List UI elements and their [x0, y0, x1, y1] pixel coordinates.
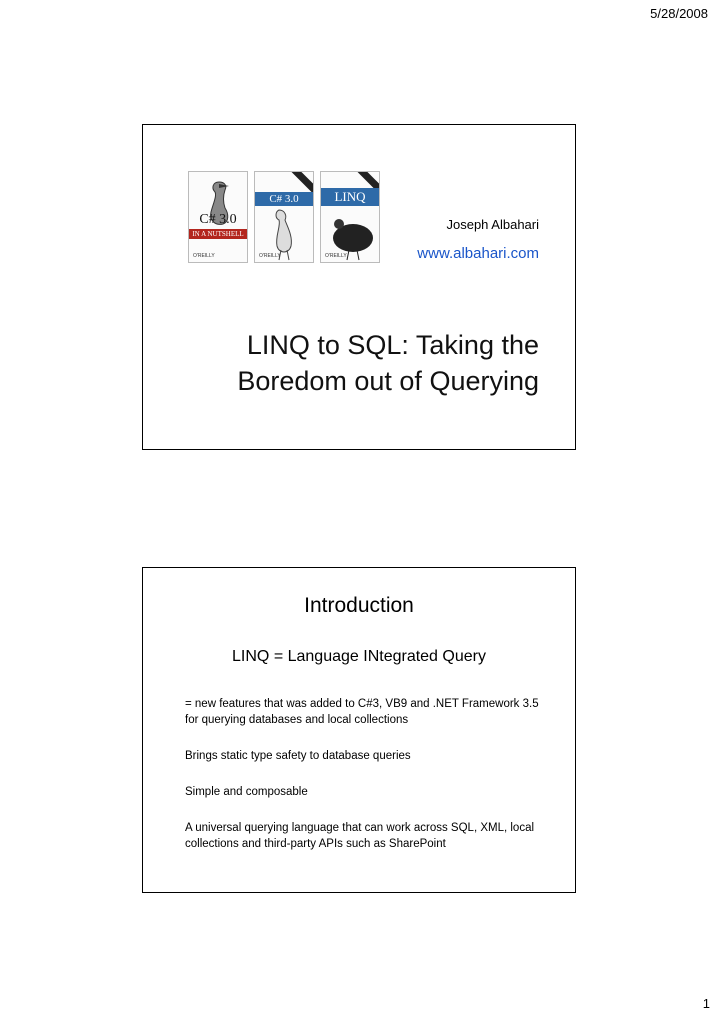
author-name: Joseph Albahari [446, 217, 539, 232]
publisher-label: O'REILLY [193, 253, 215, 259]
book-title: C# 3.0 [199, 212, 237, 227]
introduction-slide [142, 567, 576, 893]
book-cover-csharp-nutshell [188, 171, 248, 263]
book-title: C# 3.0 [255, 192, 313, 206]
bullet-list [185, 696, 555, 872]
book-cover-linq-pocket [320, 171, 380, 263]
book-covers [188, 171, 383, 263]
slide-heading: Introduction [304, 594, 414, 617]
publisher-label: O'REILLY [325, 253, 347, 259]
bullet-item: Brings static type safety to database queries [185, 750, 411, 762]
bullet-item: Simple and composable [185, 786, 308, 798]
slide-title-line-1: LINQ to SQL: Taking the [246, 330, 539, 360]
page-number: 1 [702, 996, 710, 1011]
book-cover-csharp-pocket [254, 171, 314, 263]
slide-subheading: LINQ = Language INtegrated Query [232, 648, 486, 665]
website-link[interactable]: www.albahari.com [417, 245, 539, 262]
bullet-item: = new features that was added to C#3, VB9 and .NET Framework 3.5 for querying databases and local collections [185, 698, 539, 726]
bullet-item: A universal querying language that can work across SQL, XML, local collections and third-party APIs such as SharePoint [185, 822, 535, 850]
book-title: LINQ [321, 188, 379, 206]
book-subtitle: IN A NUTSHELL [189, 229, 247, 239]
slide-title-line-2: Boredom out of Querying [237, 366, 539, 396]
publisher-label: O'REILLY [259, 253, 281, 259]
header-date: 5/28/2008 [650, 6, 708, 21]
slide-title [237, 327, 539, 399]
title-slide [142, 124, 576, 450]
